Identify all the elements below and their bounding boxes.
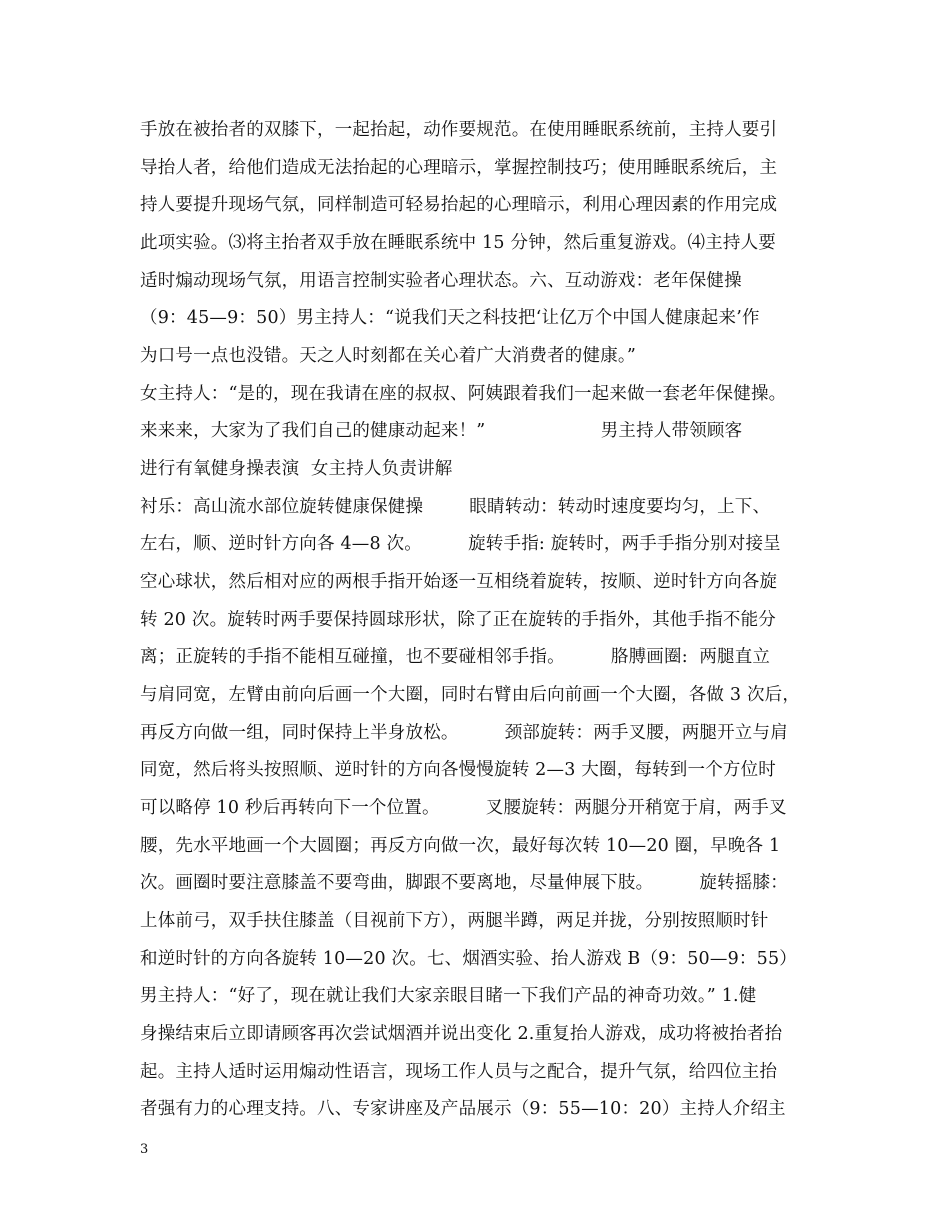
- body-text-line: 此项实验。⑶将主抬者双手放在睡眠系统中 15 分钟，然后重复游戏。⑷主持人要: [140, 233, 776, 253]
- body-text-line: （9：45—9：50）男主持人：“说我们天之科技把‘让亿万个中国人健康起来’作: [140, 308, 760, 328]
- body-text-line: 者强有力的心理支持。八、专家讲座及产品展示（9：55—10：20）主持人介绍主: [140, 1099, 786, 1119]
- body-text-line: 左右，顺、逆时针方向各 4—8 次。 旋转手指: 旋转时，两手手指分别对接呈: [140, 534, 781, 554]
- body-text-line: 上体前弓，双手扶住膝盖（目视前下方），两腿半蹲，两足并拢，分别按照顺时针: [140, 911, 769, 931]
- body-text-line: 导抬人者，给他们造成无法抬起的心理暗示，掌握控制技巧；使用睡眠系统后，主: [140, 158, 778, 178]
- body-text-line: 同宽，然后将头按照顺、逆时针的方向各慢慢旋转 2—3 大圈，每转到一个方位时: [140, 760, 776, 780]
- body-text-line: 适时煽动现场气氛，用语言控制实验者心理状态。六、互动游戏：老年保健操: [140, 271, 742, 291]
- body-text-line: 腰，先水平地画一个大圆圈；再反方向做一次，最好每次转 10—20 圈，早晚各 1: [140, 836, 781, 856]
- body-text-line: 来来来，大家为了我们自己的健康动起来！” 男主持人带领顾客: [140, 421, 743, 441]
- body-text-line: 持人要提升现场气氛，同样制造可轻易抬起的心理暗示，利用心理因素的作用完成: [140, 195, 778, 215]
- body-text-line: 为口号一点也没错。天之人时刻都在关心着广大消费者的健康。”: [140, 346, 636, 366]
- body-text-line: 次。画圈时要注意膝盖不要弯曲，脚跟不要离地，尽量伸展下肢。 旋转摇膝：: [140, 873, 788, 893]
- page-number: 3: [140, 1142, 149, 1157]
- body-text-line: 再反方向做一组，同时保持上半身放松。 颈部旋转：两手叉腰，两腿开立与肩: [140, 723, 788, 743]
- body-text-line: 空心球状，然后相对应的两根手指开始逐一互相绕着旋转，按顺、逆时针方向各旋: [140, 572, 778, 592]
- body-text-line: 手放在被抬者的双膝下，一起抬起，动作要规范。在使用睡眠系统前，主持人要引: [140, 120, 778, 140]
- body-text-line: 身操结束后立即请顾客再次尝试烟酒并说出变化 2.重复抬人游戏，成功将被抬者抬: [140, 1024, 783, 1044]
- body-text-line: 进行有氧健身操表演 女主持人负责讲解: [140, 459, 453, 479]
- body-text-line: 男主持人：“好了，现在就让我们大家亲眼目睹一下我们产品的神奇功效。” 1.健: [140, 986, 757, 1006]
- body-text-line: 与肩同宽，左臂由前向后画一个大圈，同时右臂由后向前画一个大圈，各做 3 次后，: [140, 685, 801, 705]
- body-text-line: 和逆时针的方向各旋转 10—20 次。七、烟酒实验、抬人游戏 B（9：50—9：55）: [140, 949, 797, 969]
- body-text-line: 离；正旋转的手指不能相互碰撞，也不要碰相邻手指。 胳膊画圈: 两腿直立: [140, 647, 771, 667]
- body-text-line: 女主持人：“是的，现在我请在座的叔叔、阿姨跟着我们一起来做一套老年保健操。: [140, 384, 787, 404]
- body-text-line: 可以略停 10 秒后再转向下一个位置。 叉腰旋转：两腿分开稍宽于肩，两手叉: [140, 798, 787, 818]
- body-text-line: 衬乐：高山流水部位旋转健康保健操 眼睛转动：转动时速度要均匀，上下、: [140, 497, 771, 517]
- body-text-line: 起。主持人适时运用煽动性语言，现场工作人员与之配合，提升气氛，给四位主抬: [140, 1062, 778, 1082]
- body-text-line: 转 20 次。旋转时两手要保持圆球形状，除了正在旋转的手指外，其他手指不能分: [140, 610, 776, 630]
